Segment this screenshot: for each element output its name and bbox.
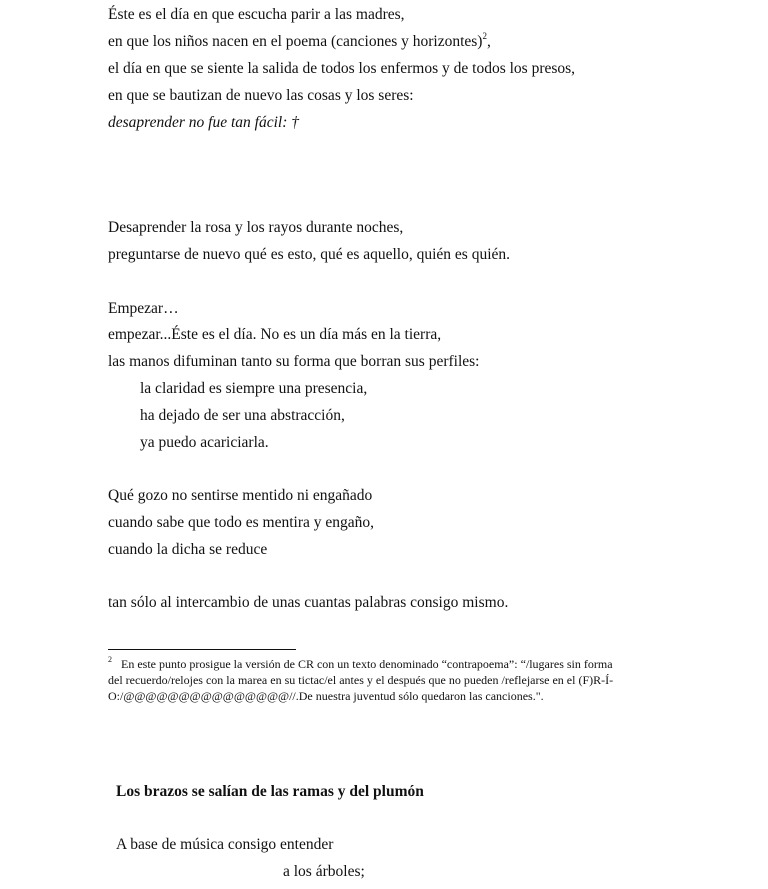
footnote-text: En este punto prosigue la versión de CR con un texto denominado “contrapoema”: “/lugares sin forma [121,657,613,671]
poem-line-italic: desaprender no fue tan fácil: † [108,114,299,131]
poem-line: Empezar… [108,300,179,317]
footnote-line [108,656,698,672]
poem-line: Éste es el día en que escucha parir a las madres, [108,6,405,23]
footnote-reference: 2 [482,30,487,41]
poem-line: las manos difuminan tanto su forma que borran sus perfiles: [108,353,480,370]
poem-line: Desaprender la rosa y los rayos durante noches, [108,219,404,236]
poem-line: A base de música consigo entender [116,836,334,853]
poem-line-indented: ya puedo acariciarla. [140,434,269,451]
poem-line: empezar...Éste es el día. No es un día más en la tierra, [108,326,442,343]
footnote-line: del recuerdo/relojes con la marea en su tictac/el antes y el después que no pueden /reflejarse en el (F)R-Í- [108,673,614,687]
poem-line: el día en que se siente la salida de todos los enfermos y de todos los presos, [108,60,576,77]
poem-line: preguntarse de nuevo qué es esto, qué es aquello, quién es quién. [108,246,511,263]
poem-line-text: en que los niños nacen en el poema (canciones y horizontes) [108,33,483,50]
poem-title: Los brazos se salían de las ramas y del plumón [116,783,424,800]
footnote-line: O:/@@@@@@@@@@@@@@@//.De nuestra juventud sólo quedaron las canciones.". [108,689,544,703]
poem-line: en que se bautizan de nuevo las cosas y los seres: [108,87,414,104]
poem-line-indented: a los árboles; [283,863,365,880]
poem-line: cuando sabe que todo es mentira y engaño, [108,514,374,531]
poem-line-indented: ha dejado de ser una abstracción, [140,407,345,424]
poem-line: Qué gozo no sentirse mentido ni engañado [108,487,373,504]
poem-line: cuando la dicha se reduce [108,541,268,558]
poem-line: tan sólo al intercambio de unas cuantas palabras consigo mismo. [108,594,509,611]
footnote-separator [108,649,296,650]
footnote-number: 2 [108,655,112,664]
poem-line-indented: la claridad es siempre una presencia, [140,380,368,397]
poem-line: en que los niños nacen en el poema (canciones y horizontes)$^2$, [108,30,491,50]
